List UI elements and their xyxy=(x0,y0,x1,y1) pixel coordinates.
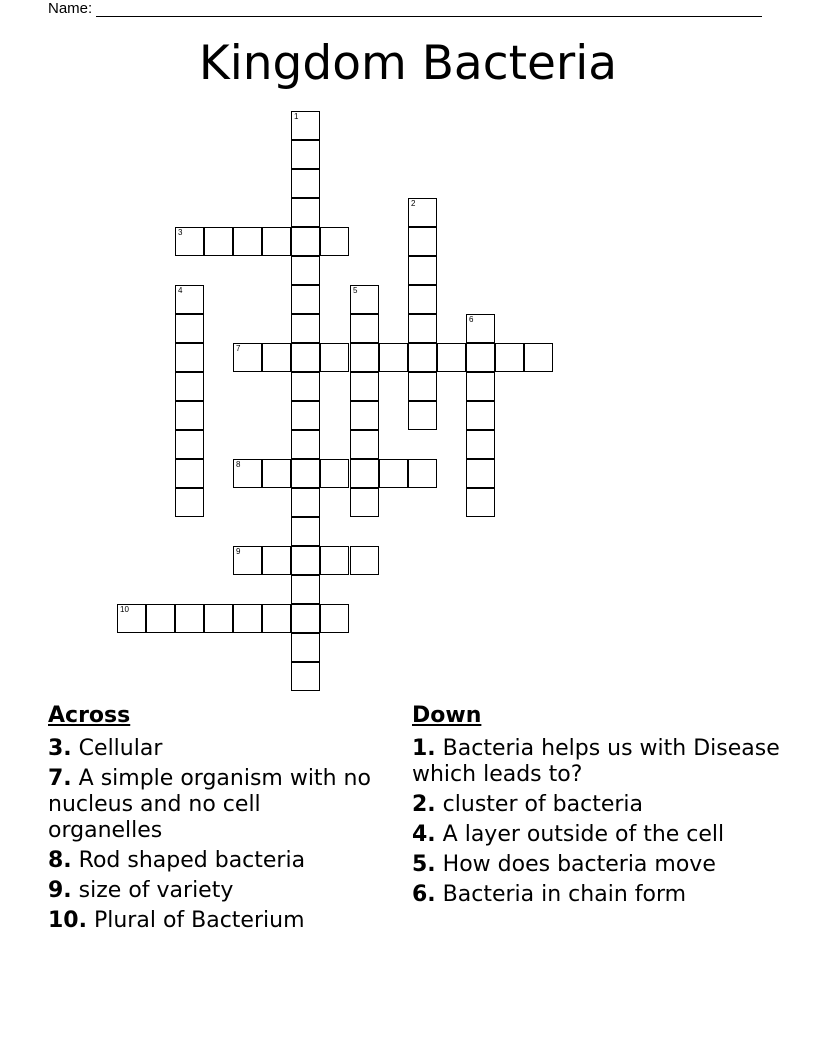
name-field xyxy=(48,0,762,17)
crossword-cell[interactable] xyxy=(146,604,175,633)
crossword-cell[interactable] xyxy=(320,604,349,633)
crossword-cell[interactable] xyxy=(291,140,320,169)
crossword-cell[interactable] xyxy=(408,256,437,285)
crossword-cell[interactable] xyxy=(350,401,379,430)
crossword-cell[interactable] xyxy=(408,401,437,430)
crossword-cell[interactable] xyxy=(175,314,204,343)
down-heading: Down xyxy=(412,703,482,728)
crossword-cell[interactable] xyxy=(233,227,262,256)
crossword-cell[interactable] xyxy=(291,314,320,343)
clue-text: A simple organism with no nucleus and no cell organelles xyxy=(48,766,371,843)
cell-number: 2 xyxy=(411,199,416,208)
crossword-cell[interactable] xyxy=(175,604,204,633)
clue-number: 3. xyxy=(48,736,72,761)
crossword-cell[interactable] xyxy=(408,372,437,401)
crossword-cell[interactable] xyxy=(466,488,495,517)
crossword-cell[interactable] xyxy=(408,198,437,227)
across-heading: Across xyxy=(48,703,131,728)
clue-text: How does bacteria move xyxy=(442,852,716,877)
clue-text: Cellular xyxy=(78,736,163,761)
page-title: Kingdom Bacteria xyxy=(198,36,618,91)
down-clues xyxy=(412,702,782,912)
name-label: Name: xyxy=(48,0,93,17)
clue-item xyxy=(48,878,378,904)
crossword-cell[interactable] xyxy=(350,459,379,488)
clue-number: 1. xyxy=(412,736,436,761)
crossword-cell[interactable] xyxy=(408,227,437,256)
crossword-cell[interactable] xyxy=(291,343,320,372)
crossword-cell[interactable] xyxy=(291,227,320,256)
cell-number: 4 xyxy=(178,286,183,295)
crossword-cell[interactable] xyxy=(291,662,320,691)
crossword-cell[interactable] xyxy=(175,227,204,256)
clue-text: Rod shaped bacteria xyxy=(78,848,306,873)
crossword-cell[interactable] xyxy=(291,256,320,285)
crossword-cell[interactable] xyxy=(175,459,204,488)
crossword-cell[interactable] xyxy=(262,459,291,488)
crossword-cell[interactable] xyxy=(350,546,379,575)
crossword-cell[interactable] xyxy=(291,285,320,314)
crossword-cell[interactable] xyxy=(291,546,320,575)
clue-item xyxy=(48,908,378,934)
crossword-cell[interactable] xyxy=(291,111,320,140)
crossword-cell[interactable] xyxy=(350,314,379,343)
crossword-cell[interactable] xyxy=(350,488,379,517)
crossword-cell[interactable] xyxy=(466,430,495,459)
clue-number: 5. xyxy=(412,852,436,877)
crossword-cell[interactable] xyxy=(117,604,146,633)
cell-number: 3 xyxy=(178,228,183,237)
crossword-cell[interactable] xyxy=(175,285,204,314)
clue-item xyxy=(48,766,378,844)
crossword-cell[interactable] xyxy=(291,430,320,459)
cell-number: 9 xyxy=(236,547,241,556)
crossword-cell[interactable] xyxy=(233,546,262,575)
crossword-cell[interactable] xyxy=(291,633,320,662)
crossword-cell[interactable] xyxy=(291,488,320,517)
crossword-cell[interactable] xyxy=(291,459,320,488)
crossword-cell[interactable] xyxy=(262,546,291,575)
clue-number: 7. xyxy=(48,766,72,791)
cell-number: 1 xyxy=(294,112,299,121)
crossword-cell[interactable] xyxy=(466,459,495,488)
crossword-cell[interactable] xyxy=(175,488,204,517)
clue-number: 9. xyxy=(48,878,72,903)
clue-number: 2. xyxy=(412,792,436,817)
cell-number: 8 xyxy=(236,460,241,469)
crossword-cell[interactable] xyxy=(291,372,320,401)
clue-text: Bacteria in chain form xyxy=(442,882,687,907)
across-clue-list xyxy=(48,736,378,934)
clue-item xyxy=(412,792,782,818)
crossword-cell[interactable] xyxy=(204,604,233,633)
crossword-cell[interactable] xyxy=(379,343,408,372)
clue-item xyxy=(412,736,782,788)
crossword-cell[interactable] xyxy=(233,604,262,633)
crossword-cell[interactable] xyxy=(350,285,379,314)
clue-item xyxy=(412,822,782,848)
cell-number: 6 xyxy=(469,315,474,324)
clue-text: A layer outside of the cell xyxy=(442,822,725,847)
clue-number: 6. xyxy=(412,882,436,907)
crossword-cell[interactable] xyxy=(408,285,437,314)
crossword-cell[interactable] xyxy=(466,343,495,372)
down-clue-list xyxy=(412,736,782,908)
crossword-cell[interactable] xyxy=(495,343,524,372)
crossword-cell[interactable] xyxy=(320,227,349,256)
crossword-cell[interactable] xyxy=(204,227,233,256)
crossword-cell[interactable] xyxy=(291,401,320,430)
crossword-cell[interactable] xyxy=(233,343,262,372)
crossword-cell[interactable] xyxy=(291,517,320,546)
crossword-cell[interactable] xyxy=(262,604,291,633)
clue-item xyxy=(48,736,378,762)
clue-item xyxy=(412,882,782,908)
crossword-cell[interactable] xyxy=(408,343,437,372)
name-blank-line xyxy=(96,2,762,17)
crossword-cell[interactable] xyxy=(175,343,204,372)
crossword-cell[interactable] xyxy=(408,459,437,488)
clue-number: 4. xyxy=(412,822,436,847)
crossword-cell[interactable] xyxy=(320,343,349,372)
crossword-cell[interactable] xyxy=(291,169,320,198)
crossword-cell[interactable] xyxy=(466,314,495,343)
crossword-cell[interactable] xyxy=(233,459,262,488)
crossword-cell[interactable] xyxy=(379,459,408,488)
crossword-cell[interactable] xyxy=(524,343,553,372)
crossword-cell[interactable] xyxy=(350,343,379,372)
crossword-cell[interactable] xyxy=(291,575,320,604)
crossword-cell[interactable] xyxy=(175,430,204,459)
crossword-cell[interactable] xyxy=(320,546,349,575)
crossword-cell[interactable] xyxy=(350,372,379,401)
cell-number: 7 xyxy=(236,344,241,353)
clue-number: 10. xyxy=(48,908,87,933)
crossword-cell[interactable] xyxy=(291,604,320,633)
clue-text: Bacteria helps us with Disease which leads to? xyxy=(412,736,780,787)
crossword-cell[interactable] xyxy=(262,227,291,256)
cell-number: 10 xyxy=(120,605,129,614)
crossword-cell[interactable] xyxy=(408,314,437,343)
clue-item xyxy=(48,848,378,874)
crossword-cell[interactable] xyxy=(262,343,291,372)
crossword-cell[interactable] xyxy=(350,430,379,459)
crossword-cell[interactable] xyxy=(466,372,495,401)
crossword-cell[interactable] xyxy=(466,401,495,430)
crossword-cell[interactable] xyxy=(175,401,204,430)
clue-number: 8. xyxy=(48,848,72,873)
crossword-cell[interactable] xyxy=(320,459,349,488)
across-clues xyxy=(48,702,378,938)
crossword-cell[interactable] xyxy=(437,343,466,372)
clue-text: cluster of bacteria xyxy=(442,792,644,817)
crossword-cell[interactable] xyxy=(291,198,320,227)
clue-text: size of variety xyxy=(78,878,234,903)
clue-item xyxy=(412,852,782,878)
cell-number: 5 xyxy=(353,286,358,295)
clue-text: Plural of Bacterium xyxy=(93,908,305,933)
crossword-cell[interactable] xyxy=(175,372,204,401)
